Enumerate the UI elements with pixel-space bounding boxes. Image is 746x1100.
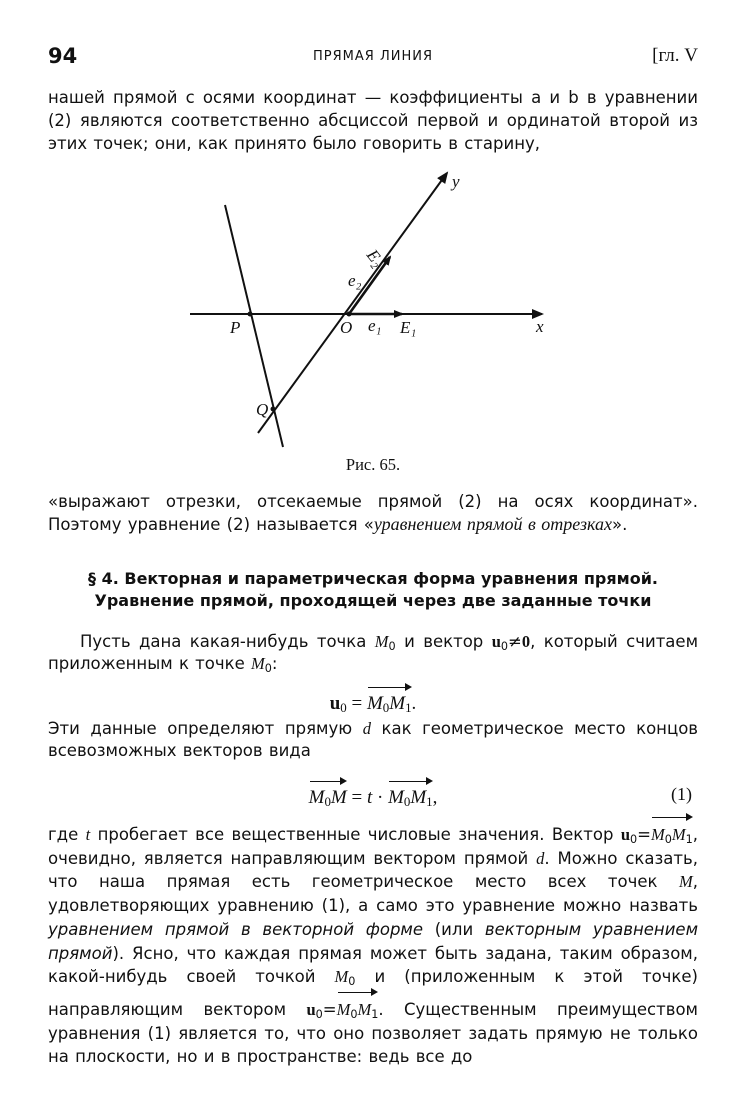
- text2-b: как геометрическое место концов всевозможных векторов вида: [48, 719, 699, 760]
- text1-a: Пусть дана какая-нибудь точка: [80, 632, 367, 651]
- term-vector-equation: векторным уравнением прямой: [48, 919, 699, 963]
- section-heading: [48, 568, 698, 612]
- text3-a: где: [48, 825, 79, 844]
- label-y: y: [452, 172, 460, 191]
- label-e2-cap: E₂: [362, 245, 388, 271]
- paragraph-line-definition: Эти данные определяют прямую d как геометрическое место концов всевозможных векторов вида: [48, 719, 699, 760]
- paragraph-given-point: Пусть дана какая-нибудь точка $M_0$ и вектор $u_0\ne 0$, который считаем приложенным к точке $M_0$:: [48, 632, 699, 675]
- label-q: Q: [256, 400, 269, 419]
- y-axis: [258, 173, 447, 433]
- text3-e: удовлетворяющих уравнению (1), а само это уравнение можно назвать: [48, 896, 698, 916]
- point-q: [271, 407, 276, 412]
- label-e1: e₁: [368, 316, 382, 335]
- paragraph-intro: нашей прямой с осями координат — коэффициенты a и b в уравнении (2) являются соответственно абсциссой первой и ординатой второй из этих точек; они, как принято было говорить в старину,: [48, 88, 698, 154]
- text3-k: Существенным преимуществом уравнения (1) является то, что оно позволяет задать прямую не только на плоскости, но и в пространстве: ведь все до: [48, 999, 698, 1067]
- term-vector-form: уравнением прямой в векторной форме: [48, 919, 424, 939]
- paragraph-segments: [48, 490, 698, 536]
- label-x: x: [536, 317, 544, 336]
- text3-j: и (приложенным к этой точке) направляющим вектором: [48, 967, 698, 1019]
- paragraph-vector-equation: где t пробегает все вещественные числовые значения. Вектор $u_0=M_0M_1$, очевидно, является направляющим вектором прямой d. Можно сказать, что наша прямая есть геометрическое место всех точек M, удовлетворяющих уравнению (1), а само это уравнение можно назвать уравнением прямой в векторной форме (или векторным уравнением прямой). Ясно, что каждая прямая может быть задана, таким образом, какой-нибудь своей точкой $M_0$ и (приложенным к этой точке) направляющим вектором $u_0=M_0M_1$. Существенным преимуществом уравнения (1) является то, что оно позволяет задать прямую не только на плоскости, но и в пространстве: ведь все до: [48, 814, 698, 1069]
- section-heading-line1: § 4. Векторная и параметрическая форма уравнения прямой.: [88, 569, 658, 588]
- term-intercept-form: уравнением прямой в отрезках: [373, 514, 613, 535]
- figure-caption: Рис. 65.: [345, 455, 401, 474]
- label-o: O: [340, 318, 353, 337]
- text1-b: и вектор: [404, 632, 484, 651]
- text3-d: Можно сказать, что наша прямая есть геометрическое место всех точек: [48, 848, 698, 892]
- text2-a: Эти данные определяют прямую: [48, 719, 353, 738]
- label-e1-cap: E₁: [400, 318, 417, 337]
- page-header: [48, 44, 698, 74]
- section-heading-line2: Уравнение прямой, проходящей через две заданные точки: [94, 591, 652, 610]
- paragraph-segments-end: ».: [612, 515, 628, 535]
- paragraph-segments-text: «выражают отрезки, отсекаемые прямой (2) на осях координат». Поэтому уравнение (2) называется «: [48, 492, 698, 535]
- text3-g: (или: [434, 919, 474, 939]
- point-o: [347, 312, 352, 317]
- text1-c: который считаем приложенным к точке: [48, 632, 699, 673]
- equation-vector-form: $M_0M = t \cdot M_0M_1$,: [0, 778, 746, 809]
- page-number: 94: [48, 44, 78, 68]
- running-title: ПРЯМАЯ ЛИНИЯ: [313, 49, 433, 64]
- figure-65-diagram: [170, 165, 570, 465]
- text3-b: пробегает все вещественные числовые значения. Вектор: [97, 825, 614, 844]
- label-p: P: [230, 318, 241, 337]
- chapter-marker: [гл. V: [652, 45, 698, 66]
- text3-i: ). Ясно, что каждая прямая может быть задана, таким образом, какой-нибудь своей точкой: [48, 943, 698, 987]
- equation-u0: $u_0 = M_0M_1$.: [0, 684, 746, 715]
- text3-c: очевидно, является направляющим вектором прямой: [48, 848, 529, 868]
- label-e2: e₂: [348, 271, 362, 290]
- equation-number: (1): [671, 784, 692, 804]
- point-p: [248, 312, 253, 317]
